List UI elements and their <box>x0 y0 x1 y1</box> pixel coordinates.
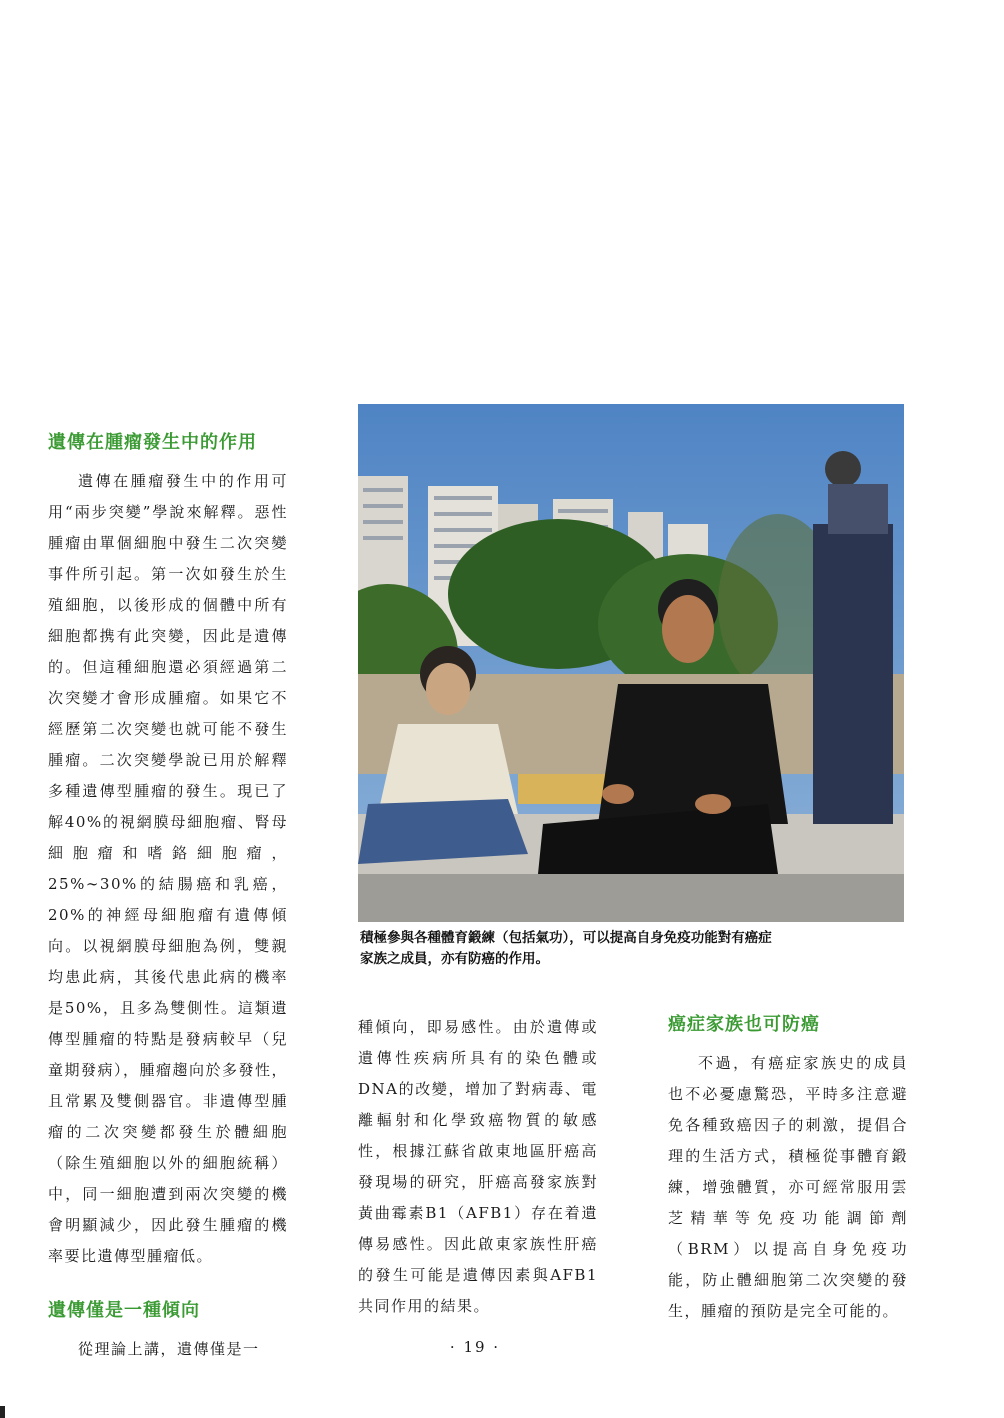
section-heading-tendency: 遺傳僅是一種傾向 <box>48 1300 200 1321</box>
right-column <box>668 1012 908 1327</box>
section-heading-genetics-role: 遺傳在腫瘤發生中的作用 <box>48 432 257 453</box>
scan-edge-mark <box>0 1406 5 1418</box>
qigong-illustration <box>358 404 904 922</box>
page-number: · 19 · <box>449 1338 501 1356</box>
section-body-tendency-start: 從理論上講，遺傳僅是一 <box>78 1340 260 1358</box>
qigong-photo <box>358 404 904 922</box>
section-body-genetics-role: 遺傳在腫瘤發生中的作用可用“兩步突變”學說來解釋。惡性腫瘤由單個細胞中發生二次突變事件所引起。第一次如發生於生殖細胞，以後形成的個體中所有細胞都携有此突變，因此是遺傳的。但這種細胞還必須經過第二次突變才會形成腫瘤。如果它不經歷第二次突變也就可能不發生腫瘤。二次突變學說已用於解釋多種遺傳型腫瘤的發生。現已了解40%的視網膜母細胞瘤、腎母細胞瘤和嗜鉻細胞瘤，25%∼30%的結腸癌和乳癌，20%的神經母細胞瘤有遺傳傾向。以視網膜母細胞為例，雙親均患此病，其後代患此病的機率是50%，且多為雙側性。這類遺傳型腫瘤的特點是發病較早（兒童期發病），腫瘤趨向於多發性，且常累及雙側器官。非遺傳型腫瘤的二次突變都發生於體細胞（除生殖細胞以外的細胞統稱）中，同一細胞遭到兩次突變的機會明顯減少，因此發生腫瘤的機率要比遺傳型腫瘤低。 <box>48 472 289 1265</box>
section-body-tendency-continued: 種傾向，即易感性。由於遺傳或遺傳性疾病所具有的染色體或DNA的改變，增加了對病毒、電離輻射和化學致癌物質的敏感性，根據江蘇省啟東地區肝癌高發現場的研究，肝癌高發家族對黃曲霉素B1（AFB1）存在着遺傳易感性。因此啟東家族性肝癌的發生可能是遺傳因素與AFB1共同作用的結果。 <box>358 1018 598 1315</box>
section-heading-cancer-family-prevention: 癌症家族也可防癌 <box>668 1014 820 1035</box>
photo-caption: 積極參與各種體育鍛練（包括氣功），可以提高自身免疫功能對有癌症家族之成員，亦有防癌的作用。 <box>360 930 772 967</box>
left-column <box>48 430 288 1365</box>
section-body-cancer-family-prevention: 不過，有癌症家族史的成員也不必憂慮驚恐，平時多注意避免各種致癌因子的刺激，提倡合理的生活方式，積極從事體育鍛練，增強體質，亦可經常服用雲芝精華等免疫功能調節劑（BRM）以提高自身免疫功能，防止體細胞第二次突變的發生，腫瘤的預防是完全可能的。 <box>668 1054 908 1320</box>
middle-column <box>358 1012 598 1322</box>
